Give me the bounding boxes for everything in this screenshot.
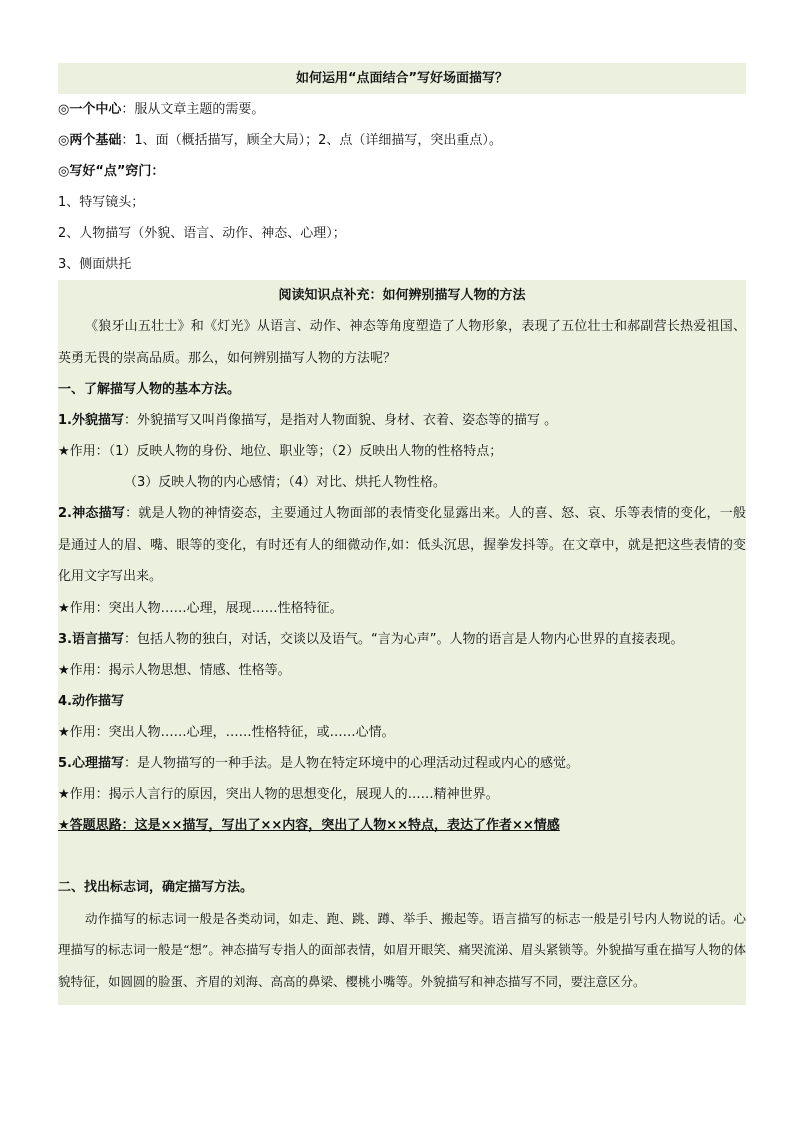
appearance-line [58,405,746,436]
one-center-label: ◎一个中心 [58,102,122,117]
tip-item-3: 3、侧面烘托 [58,257,132,272]
appearance-label: 1.外貌描写 [58,413,124,428]
tip-item-1: 1、特写镜头； [58,195,145,210]
expression-label: 2.神态描写 [58,506,126,521]
section1-title: 如何运用“点面结合”写好场面描写？ [58,63,746,94]
one-center-line [58,94,746,125]
part1-heading: 一、了解描写人物的基本方法。 [58,382,241,397]
blank-line [58,841,746,872]
section2-title: 阅读知识点补充：如何辨别描写人物的方法 [278,288,526,303]
tips-heading: ◎写好“点”窍门： [58,164,165,179]
two-basis-line [58,125,746,156]
tip-item-2: 2、人物描写（外貌、语言、动作、神态、心理）； [58,226,346,241]
expression-effect: ★作用：突出人物……心理，展现……性格特征。 [58,600,343,616]
language-text: ：包括人物的独白，对话，交谈以及语气。“言为心声”。人物的语言是人物内心世界的直接表现。 [123,631,684,647]
language-label: 3.语言描写 [58,631,124,647]
answer-tip: ★答题思路：这是××描写，写出了××内容，突出了人物××特点，表达了作者××情感 [58,817,560,833]
expression-text: ：就是人物的神情姿态，主要通过人物面部的表情变化显露出来。人的喜、怒、哀、乐等表情的变化，一般是通过人的眉、嘴、眼等的变化，有时还有人的细微动作,如：低头沉思，握拳发抖等。在文章中，就是把这些表情的变化用文字写出来。 [58,506,746,584]
psychology-text: ：是人物描写的一种手法。是人物在特定环境中的心理活动过程或内心的感觉。 [123,755,579,771]
appearance-text: ：外貌描写又叫肖像描写，是指对人物面貌、身材、衣着、姿态等的描写 。 [123,413,558,428]
two-basis-label: ◎两个基础 [58,133,122,148]
part2-paragraph: 动作描写的标志词一般是各类动词，如走、跑、跳、蹲、举手、搬起等。语言描写的标志一般是引号内人物说的话。心理描写的标志词一般是“想”。神态描写专指人的面部表情，如眉开眼笑、痛哭流涕、眉头紧锁等。外貌描写重在描写人物的体貌特征，如圆圆的脸蛋、齐眉的刘海、高高的鼻梁、樱桃小嘴等。外貌描写和神态描写不同，要注意区分。 [58,910,746,989]
one-center-text: ：服从文章主题的需要。 [121,102,265,117]
appearance-effect-1: ★作用：（1）反映人物的身份、地位、职业等；（2）反映出人物的性格特点； [58,444,503,459]
action-label: 4.动作描写 [58,693,124,709]
reading-supplement-block [58,280,746,1005]
intro-paragraph: 《狼牙山五壮士》和《灯光》从语言、动作、神态等角度塑造了人物形象，表现了五位壮士和郝副营长热爱祖国、英勇无畏的崇高品质。那么，如何辨别描写人物的方法呢？ [58,319,746,366]
language-effect: ★作用：揭示人物思想、情感、性格等。 [58,662,291,678]
part2-heading: 二、找出标志词，确定描写方法。 [58,879,254,895]
psychology-label: 5.心理描写 [58,755,124,771]
two-basis-text: ：1、面（概括描写，顾全大局）；2、点（详细描写，突出重点）。 [121,133,502,148]
action-effect: ★作用：突出人物……心理，……性格特征，或……心情。 [58,724,395,740]
psychology-effect: ★作用：揭示人言行的原因，突出人物的思想变化，展现人的……精神世界。 [58,786,499,802]
language-line [58,624,746,655]
document-page [58,63,746,1005]
expression-paragraph [58,498,746,593]
appearance-effect-2: （3）反映人物的内心感情；（4）对比、烘托人物性格。 [124,475,447,490]
psychology-line [58,748,746,779]
